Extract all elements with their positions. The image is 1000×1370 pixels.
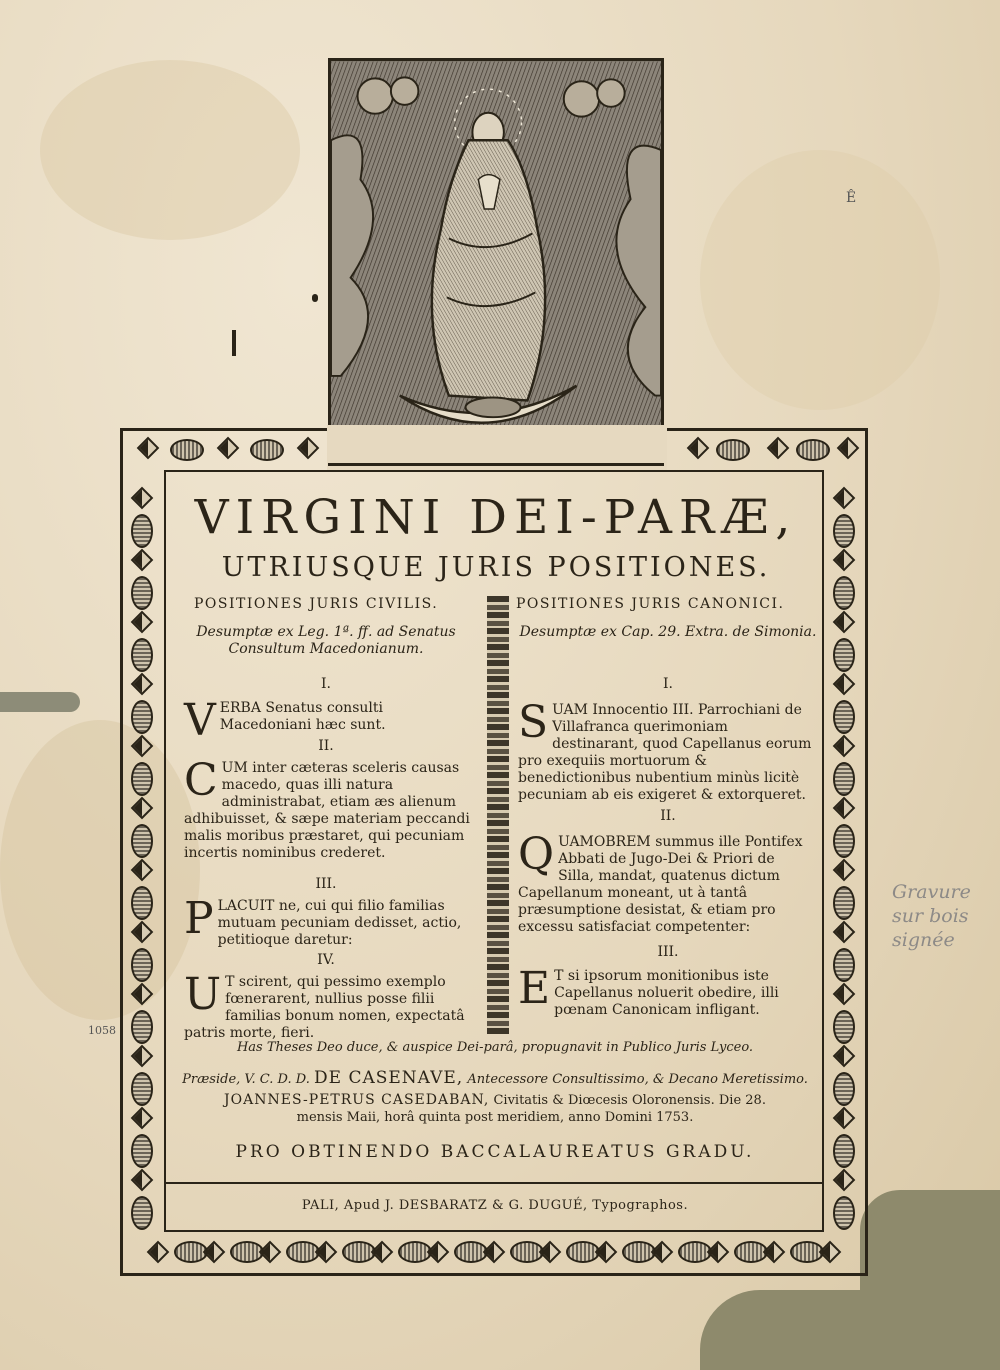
paragraph-text: UAMOBREM summus ille Pontifex Abbati de Jugo-Dei & Priori de Silla, mandat, quatenus dictum Capellanum moneant, ut à tantâ præsumptione desistat, & etiam pro excessu satisfaciat competenter: [518,834,803,935]
drop-cap: V [184,695,216,746]
candidate-name: JOANNES-PETRUS CASEDABAN, [224,1092,490,1108]
civil-paragraph [184,969,476,1042]
praeside-prefix: Præside, V. C. D. D. [182,1072,310,1087]
dedication-line: Has Theses Deo duce, & auspice Dei-parâ, propugnavit in Publico Juris Lyceo. [236,1040,754,1055]
drop-cap: P [184,893,214,944]
candidate-date: mensis Maii, horâ quinta post meridiem, anno Domini 1753. [296,1110,694,1125]
ink-spot [312,294,318,302]
paper-stain [40,60,300,240]
ink-spot [232,330,236,356]
page-title: VIRGINI DEI-PARÆ, [194,490,798,545]
praeside-name: DE CASENAVE, [314,1068,464,1088]
canon-paragraph [518,829,814,936]
praeside-line [166,1068,824,1088]
border-oval [833,1134,855,1168]
right-margin-mark: Ê [846,190,857,206]
candidate-origin: Civitatis & Diœcesis Oloronensis. Die 28. [493,1093,766,1108]
canon-source: Desumptæ ex Cap. 29. Extra. de Simonia. [519,624,817,640]
border-oval [131,514,153,548]
border-oval [131,1010,153,1044]
paragraph-text: UAM Innocentio III. Parrochiani de Villafranca querimoniam destinarant, quod Capellanus eorum pro exequiis mortuorum & benedictionibus nubentium minùs licitè pecuniam ab eis exigeret & extorqueret. [518,702,812,803]
border-oval [131,824,153,858]
printer-line: PALI, Apud J. DESBARATZ & G. DUGUÉ, Typographos. [301,1198,689,1213]
border-oval [250,439,284,461]
border-oval [833,948,855,982]
paragraph-text: T scirent, qui pessimo exemplo fœnerarent, nullius posse filii familias bonum nomen, expectatâ patris morte, fieri. [184,974,465,1041]
page-subtitle: UTRIUSQUE JURIS POSITIONES. [221,552,771,583]
border-oval [833,762,855,796]
border-oval [131,1072,153,1106]
section-number: IV. [317,952,335,968]
civil-source: Desumptæ ex Leg. 1ª. ff. ad Senatus Consultum Macedonianum. [196,624,456,657]
praeside-suffix: Antecessore Consultissimo, & Decano Meretissimo. [467,1072,808,1087]
woodcut-bottom-edge [328,463,664,466]
border-oval [796,439,830,461]
section-number: III. [657,944,679,960]
paper-stain [700,150,940,410]
border-oval [131,700,153,734]
civil-heading: POSITIONES JURIS CIVILIS. [194,596,439,612]
section-number: II. [318,738,334,754]
border-oval [833,824,855,858]
border-oval [131,886,153,920]
border-oval [833,1072,855,1106]
madonna-woodcut [328,58,664,466]
torn-paper-patch [700,1290,1000,1370]
drop-cap: U [184,969,222,1020]
border-oval [131,1134,153,1168]
pencil-margin-note: Gravure sur bois signée [892,881,971,951]
drop-cap: S [518,697,549,748]
drop-cap: Q [518,829,555,880]
border-oval [833,576,855,610]
separator-rule [166,1182,824,1184]
border-oval [131,638,153,672]
border-oval [833,514,855,548]
border-oval [716,439,750,461]
border-oval [131,1196,153,1230]
drop-cap: E [518,963,551,1014]
column-divider [487,596,509,1034]
border-oval [131,948,153,982]
border-oval [833,1196,855,1230]
section-number: III. [315,876,337,892]
border-oval [131,762,153,796]
canon-paragraph [518,963,814,1019]
degree-line: PRO OBTINENDO BACCALAUREATUS GRADU. [235,1142,755,1162]
paragraph-text: T si ipsorum monitionibus iste Capellanus noluerit obedire, illi pœnam Canonicam infligant. [554,968,779,1018]
border-oval [833,700,855,734]
civil-paragraph [184,755,476,862]
left-margin-number: 1058 [88,1024,116,1037]
paragraph-text: ERBA Senatus consulti Macedoniani hæc sunt. [219,700,386,733]
border-oval [833,886,855,920]
canon-heading: POSITIONES JURIS CANONICI. [516,596,785,612]
civil-paragraph [184,893,476,949]
canon-paragraph [518,697,814,804]
border-oval [131,576,153,610]
border-oval [170,439,204,461]
border-oval [833,638,855,672]
paragraph-text: UM inter cæteras sceleris causas macedo, quas illi natura administrabat, etiam æs alienum adhibuisset, & sæpe materiam peccandi malis moribus præstaret, qui pecuniam incertis nominibus crederet. [184,760,470,861]
madonna-engraving [331,61,661,463]
section-number: II. [660,808,676,824]
border-oval [833,1010,855,1044]
candidate-line [166,1092,824,1108]
drop-cap: C [184,755,218,806]
section-number: I. [663,676,673,692]
tape-mark [0,692,80,712]
paragraph-text: LACUIT ne, cui qui filio familias mutuam pecuniam dedisset, actio, petitioque daretur: [217,898,462,948]
section-number: I. [321,676,331,692]
